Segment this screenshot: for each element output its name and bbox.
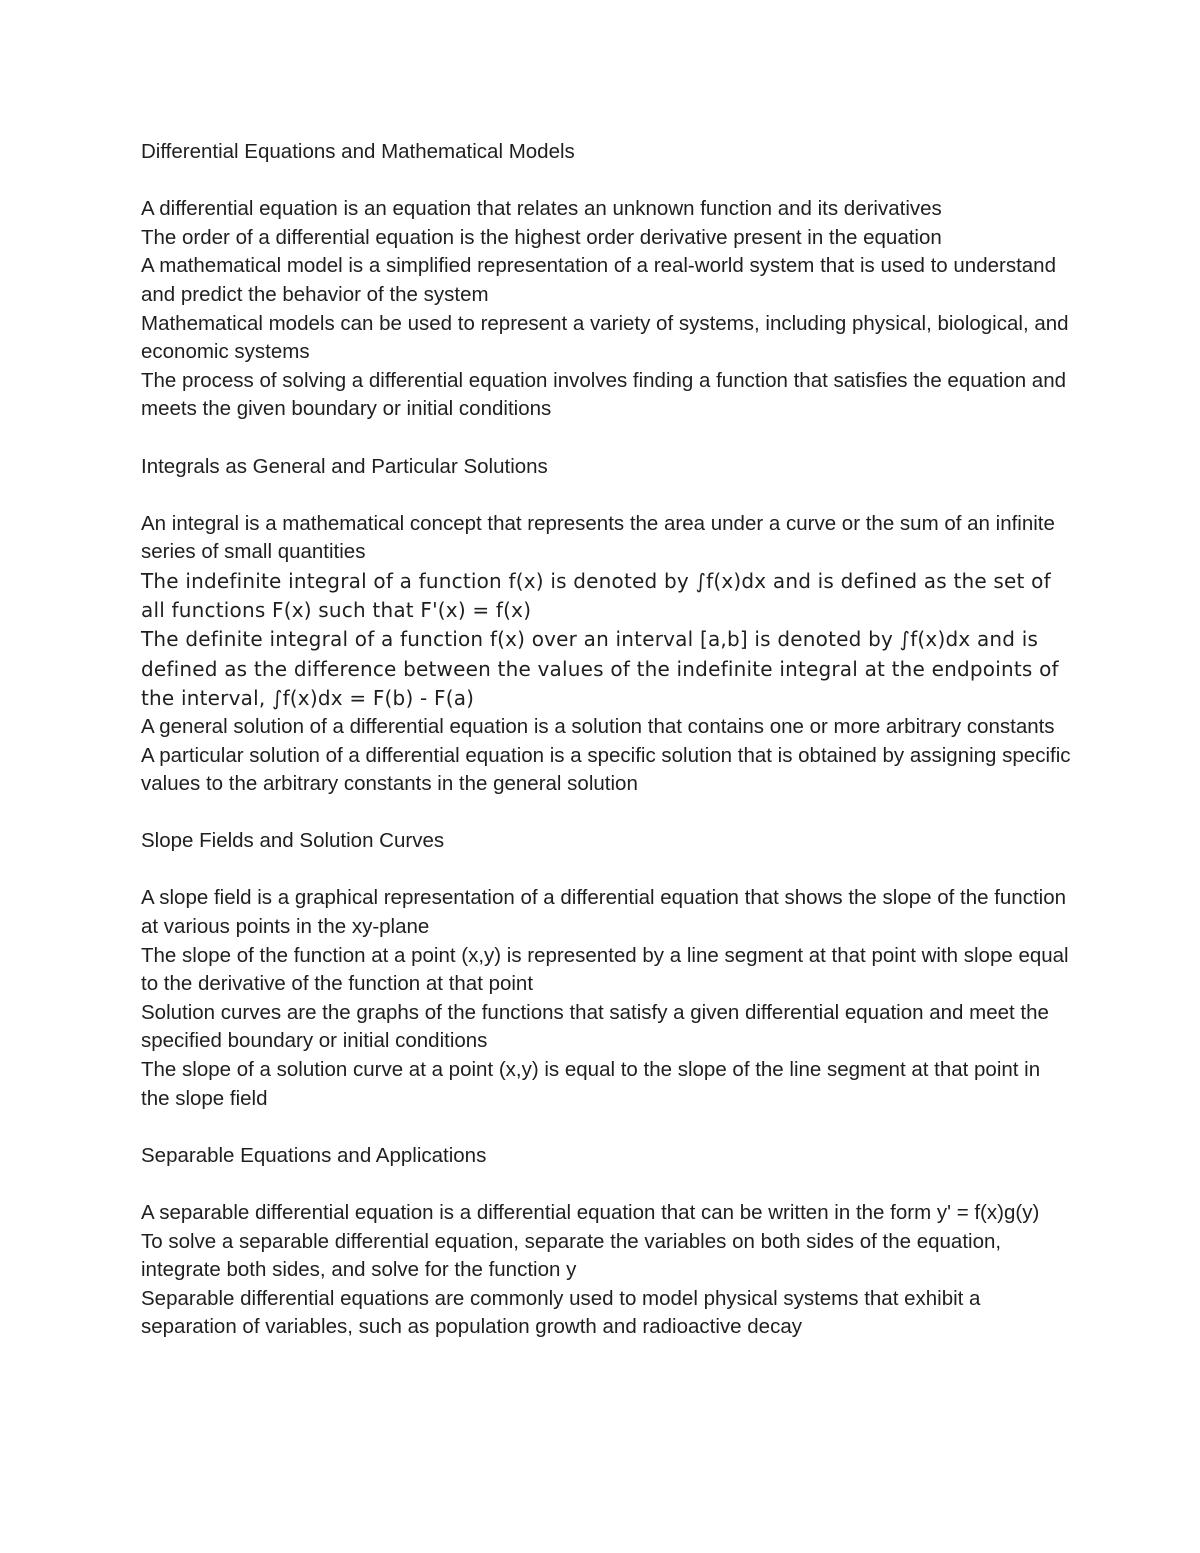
section-heading: Differential Equations and Mathematical Models (141, 140, 575, 163)
paragraph: A slope field is a graphical representation of a differential equation that shows the slope of the function at various points in the xy-plane (141, 886, 1067, 939)
paragraph: Separable differential equations are commonly used to model physical systems that exhibit a separation of variables, such as population growth and radioactive decay (141, 1286, 981, 1339)
paragraph: The slope of the function at a point (x,y) is represented by a line segment at that point with slope equal to the derivative of the function at that point (141, 943, 1069, 996)
spacer (141, 856, 1071, 885)
spacer (141, 424, 1071, 453)
spacer (141, 1170, 1071, 1199)
spacer (141, 481, 1071, 510)
paragraph: The indefinite integral of a function f(x) is denoted by ∫f(x)dx and is defined as the set of all functions F(x) such that F'(x) = f(x) (141, 568, 1051, 623)
paragraph: A mathematical model is a simplified representation of a real-world system that is used to understand and predict the behavior of the system (141, 254, 1056, 306)
paragraph: The order of a differential equation is the highest order derivative present in the equation (141, 225, 942, 249)
paragraph: The process of solving a differential equation involves finding a function that satisfies the equation and meets the given boundary or initial conditions (141, 368, 1066, 421)
paragraph: A differential equation is an equation that relates an unknown function and its derivatives (141, 197, 942, 221)
paragraph: An integral is a mathematical concept that represents the area under a curve or the sum of an infinite series of small quantities (141, 511, 1055, 564)
paragraph: To solve a separable differential equation, separate the variables on both sides of the equation, integrate both sides, and solve for the function y (141, 1229, 1002, 1282)
spacer (141, 167, 1071, 196)
section-heading: Separable Equations and Applications (141, 1143, 487, 1167)
section-heading: Integrals as General and Particular Solutions (141, 454, 548, 478)
paragraph: Solution curves are the graphs of the functions that satisfy a given differential equation and meet the specified boundary or initial conditions (141, 1000, 1049, 1053)
spacer (141, 799, 1071, 828)
document-page (141, 138, 1071, 1342)
section-heading: Slope Fields and Solution Curves (141, 829, 445, 853)
paragraph: A particular solution of a differential equation is a specific solution that is obtained by assigning specific values to the arbitrary constants in the general solution (141, 743, 1071, 796)
spacer (141, 1113, 1071, 1142)
paragraph: The definite integral of a function f(x) over an interval [a,b] is denoted by ∫f(x)dx and is defined as the difference between the values of the indefinite integral at the endpoints of the interval, ∫f(x)dx = F(b) - F(a) (141, 627, 1059, 710)
paragraph: The slope of a solution curve at a point (x,y) is equal to the slope of the line segment at that point in the slope field (141, 1058, 1041, 1110)
paragraph: A separable differential equation is a differential equation that can be written in the form y' = f(x)g(y) (141, 1201, 1040, 1225)
paragraph: A general solution of a differential equation is a solution that contains one or more arbitrary constants (141, 714, 1055, 738)
paragraph: Mathematical models can be used to represent a variety of systems, including physical, biological, and economic systems (141, 311, 1069, 364)
